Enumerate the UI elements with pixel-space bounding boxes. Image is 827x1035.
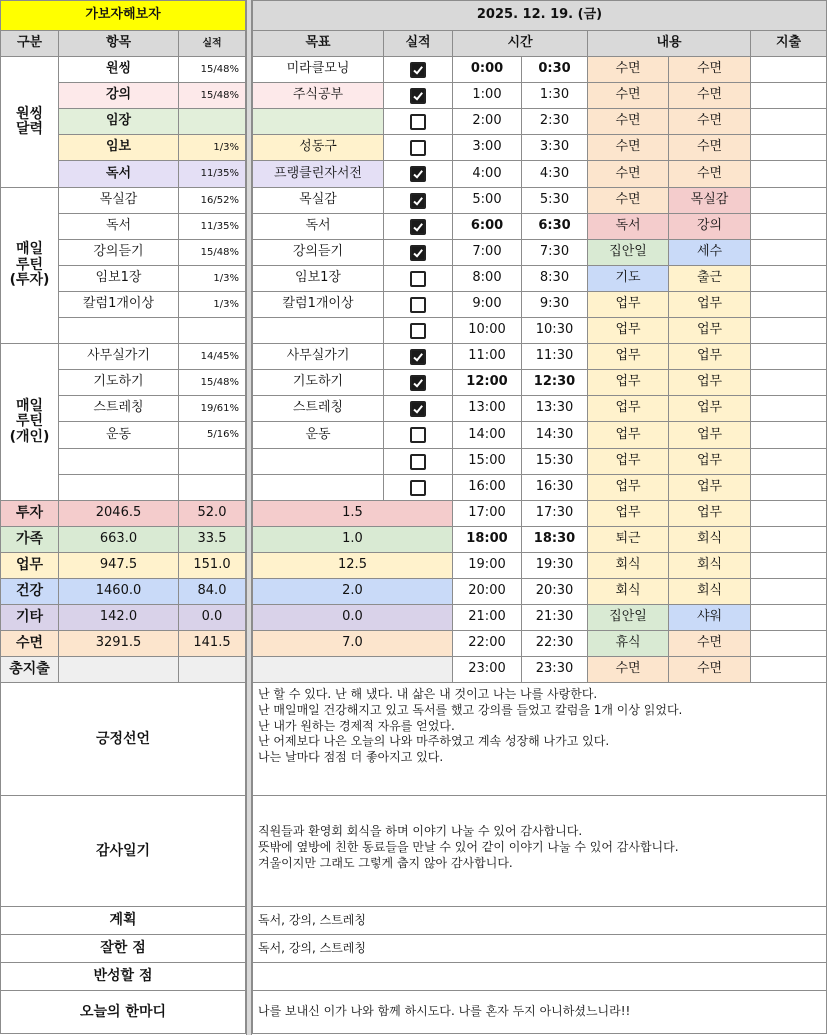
gratitude-text[interactable] [252,796,827,907]
schedule-content[interactable]: 업무 [588,396,669,422]
time-half-hour: 12:30 [522,370,588,396]
expense-cell[interactable] [751,501,827,527]
time-half-hour: 1:30 [522,83,588,109]
schedule-content[interactable]: 수면 [588,57,669,83]
time-half-hour: 10:30 [522,318,588,344]
gratitude-lines [258,824,679,871]
empty-checkbox-icon[interactable] [410,480,426,496]
time-half-hour: 21:30 [522,605,588,631]
sheet-title: 가보자해보자 [0,0,246,31]
goal-cell [252,109,384,135]
time-hour: 23:00 [453,657,522,683]
item-stat: 11/35% [179,161,246,188]
group-label: 원씽 달력 [0,57,59,188]
time-hour: 12:00 [453,370,522,396]
expense-cell[interactable] [751,631,827,657]
item-name: 임보 [59,135,179,161]
header-actual: 실적 [384,31,453,57]
schedule-content[interactable]: 수면 [588,83,669,109]
summary-today: 7.0 [252,631,453,657]
goal-checkbox-cell[interactable] [384,135,453,161]
time-half-hour: 19:30 [522,553,588,579]
time-hour: 16:00 [453,475,522,501]
time-half-hour: 6:30 [522,214,588,240]
schedule-content[interactable]: 집안일 [588,240,669,266]
schedule-content[interactable]: 업무 [588,449,669,475]
schedule-content[interactable]: 수면 [669,631,751,657]
schedule-content[interactable]: 회식 [588,579,669,605]
text-line: 직원들과 환영회 회식을 하며 이야기 나눌 수 있어 감사합니다. [258,824,583,838]
expense-cell[interactable] [751,344,827,370]
time-hour: 18:00 [453,527,522,553]
goal-checkbox-cell[interactable] [384,449,453,475]
schedule-content[interactable]: 출근 [669,266,751,292]
affirmation-lines [258,687,682,766]
schedule-content[interactable]: 업무 [669,475,751,501]
schedule-content[interactable]: 수면 [588,161,669,188]
text-line: 난 내가 원하는 경제적 자유를 얻었다. [258,718,455,733]
summary-label: 업무 [0,553,59,579]
item-name: 강의 [59,83,179,109]
empty-checkbox-icon[interactable] [410,297,426,313]
summary-month: 84.0 [179,579,246,605]
item-name: 임보1장 [59,266,179,292]
goal-cell: 칼럼1개이상 [252,292,384,318]
summary-month: 0.0 [179,605,246,631]
expense-cell[interactable] [751,135,827,161]
item-stat: 19/61% [179,396,246,422]
time-half-hour: 17:30 [522,501,588,527]
goal-cell: 프랭클린자서전 [252,161,384,188]
schedule-content[interactable]: 업무 [588,422,669,449]
schedule-content[interactable]: 업무 [669,422,751,449]
time-hour: 0:00 [453,57,522,83]
checked-checkbox-icon[interactable] [410,166,426,182]
schedule-content[interactable]: 업무 [669,396,751,422]
schedule-content[interactable]: 업무 [669,344,751,370]
header-content: 내용 [588,31,751,57]
plan-label: 계획 [0,907,246,935]
goal-checkbox-cell[interactable] [384,475,453,501]
time-half-hour: 8:30 [522,266,588,292]
item-name: 강의듣기 [59,240,179,266]
empty-checkbox-icon[interactable] [410,114,426,130]
schedule-content[interactable]: 세수 [669,240,751,266]
good-point-label: 잘한 점 [0,935,246,963]
time-half-hour: 14:30 [522,422,588,449]
reflection-label: 반성할 점 [0,963,246,991]
good-point-text[interactable]: 독서, 강의, 스트레칭 [252,935,827,963]
expense-cell[interactable] [751,657,827,683]
time-hour: 22:00 [453,631,522,657]
schedule-content[interactable]: 업무 [669,370,751,396]
item-stat: 5/16% [179,422,246,449]
schedule-content[interactable]: 수면 [669,109,751,135]
expense-cell[interactable] [751,188,827,214]
time-hour: 19:00 [453,553,522,579]
item-name: 운동 [59,422,179,449]
time-hour: 10:00 [453,318,522,344]
goal-checkbox-cell[interactable] [384,370,453,396]
goal-cell: 목실감 [252,188,384,214]
column-separator [246,0,252,1035]
expense-cell[interactable] [751,527,827,553]
text-line: 나는 날마다 점점 더 좋아지고 있다. [258,750,444,765]
expense-cell[interactable] [751,240,827,266]
schedule-content[interactable]: 강의 [669,214,751,240]
checked-checkbox-icon[interactable] [410,401,426,417]
schedule-content[interactable]: 수면 [669,83,751,109]
empty-checkbox-icon[interactable] [410,454,426,470]
expense-cell[interactable] [751,266,827,292]
text-line: 뜻밖에 옆방에 친한 동료들을 만날 수 있어 같이 이야기 나눌 수 있어 감사합니다. [258,839,679,854]
item-name [59,318,179,344]
item-name: 칼럼1개이상 [59,292,179,318]
summary-total [59,657,179,683]
time-hour: 20:00 [453,579,522,605]
goal-checkbox-cell[interactable] [384,214,453,240]
goal-checkbox-cell[interactable] [384,318,453,344]
empty-checkbox-icon[interactable] [410,427,426,443]
goal-checkbox-cell[interactable] [384,396,453,422]
goal-checkbox-cell[interactable] [384,240,453,266]
goal-cell: 독서 [252,214,384,240]
schedule-content[interactable]: 수면 [669,135,751,161]
header-expense: 지출 [751,31,827,57]
item-stat: 15/48% [179,370,246,396]
item-stat [179,109,246,135]
schedule-content[interactable]: 업무 [588,370,669,396]
schedule-content[interactable]: 수면 [669,657,751,683]
summary-label: 건강 [0,579,59,605]
time-hour: 15:00 [453,449,522,475]
affirmation-text[interactable] [252,683,827,796]
text-line: 겨울이지만 그래도 그렇게 춥지 않아 감사합니다. [258,855,513,870]
item-name: 스트레칭 [59,396,179,422]
item-name: 독서 [59,161,179,188]
checked-checkbox-icon[interactable] [410,375,426,391]
header-category: 구분 [0,31,59,57]
time-hour: 5:00 [453,188,522,214]
item-name: 사무실가기 [59,344,179,370]
expense-cell[interactable] [751,475,827,501]
schedule-content[interactable]: 휴식 [588,631,669,657]
schedule-content[interactable]: 업무 [588,501,669,527]
time-half-hour: 0:30 [522,57,588,83]
time-hour: 11:00 [453,344,522,370]
plan-text[interactable]: 독서, 강의, 스트레칭 [252,907,827,935]
schedule-content[interactable]: 업무 [588,475,669,501]
time-hour: 7:00 [453,240,522,266]
time-hour: 2:00 [453,109,522,135]
summary-total: 3291.5 [59,631,179,657]
item-name: 독서 [59,214,179,240]
time-hour: 4:00 [453,161,522,188]
goal-checkbox-cell[interactable] [384,109,453,135]
expense-cell[interactable] [751,553,827,579]
summary-total: 2046.5 [59,501,179,527]
schedule-content[interactable]: 수면 [588,109,669,135]
empty-checkbox-icon[interactable] [410,140,426,156]
checked-checkbox-icon[interactable] [410,62,426,78]
time-hour: 21:00 [453,605,522,631]
summary-today: 1.0 [252,527,453,553]
item-name [59,449,179,475]
text-line: 난 매일매일 건강해지고 있고 독서를 했고 강의를 들었고 칼럼을 1개 이상 읽었다. [258,702,683,717]
schedule-content[interactable]: 수면 [588,657,669,683]
expense-cell[interactable] [751,449,827,475]
goal-cell: 임보1장 [252,266,384,292]
time-hour: 1:00 [453,83,522,109]
checked-checkbox-icon[interactable] [410,88,426,104]
time-hour: 9:00 [453,292,522,318]
affirmation-label: 긍정선언 [0,683,246,796]
date-title: 2025. 12. 19. (금) [252,0,827,31]
item-stat [179,449,246,475]
summary-month: 151.0 [179,553,246,579]
item-stat: 15/48% [179,240,246,266]
empty-checkbox-icon[interactable] [410,323,426,339]
expense-cell[interactable] [751,57,827,83]
item-stat [179,318,246,344]
item-stat [179,475,246,501]
summary-label: 수면 [0,631,59,657]
schedule-content[interactable]: 업무 [669,501,751,527]
schedule-content[interactable]: 업무 [669,449,751,475]
reflection-text[interactable] [252,963,827,991]
goal-cell: 강의듣기 [252,240,384,266]
time-half-hour: 22:30 [522,631,588,657]
goal-checkbox-cell[interactable] [384,57,453,83]
empty-checkbox-icon[interactable] [410,271,426,287]
time-hour: 17:00 [453,501,522,527]
checked-checkbox-icon[interactable] [410,245,426,261]
schedule-content[interactable]: 퇴근 [588,527,669,553]
summary-month [179,657,246,683]
item-stat: 11/35% [179,214,246,240]
goal-checkbox-cell[interactable] [384,266,453,292]
header-time: 시간 [453,31,588,57]
daily-quote-label: 오늘의 한마디 [0,991,246,1034]
time-half-hour: 16:30 [522,475,588,501]
summary-label: 투자 [0,501,59,527]
time-half-hour: 20:30 [522,579,588,605]
item-stat: 15/48% [179,83,246,109]
summary-total: 663.0 [59,527,179,553]
expense-cell[interactable] [751,422,827,449]
summary-label: 기타 [0,605,59,631]
schedule-content[interactable]: 샤워 [669,605,751,631]
schedule-content[interactable]: 업무 [669,292,751,318]
item-name [59,475,179,501]
time-hour: 14:00 [453,422,522,449]
group-label: 매일 루틴 (투자) [0,188,59,344]
expense-cell[interactable] [751,83,827,109]
goal-cell: 성동구 [252,135,384,161]
schedule-content[interactable]: 업무 [588,292,669,318]
time-hour: 3:00 [453,135,522,161]
goal-checkbox-cell[interactable] [384,422,453,449]
time-hour: 6:00 [453,214,522,240]
expense-cell[interactable] [751,396,827,422]
schedule-content[interactable]: 수면 [669,57,751,83]
time-half-hour: 11:30 [522,344,588,370]
schedule-content[interactable]: 독서 [588,214,669,240]
goal-checkbox-cell[interactable] [384,161,453,188]
goal-cell: 미라클모닝 [252,57,384,83]
schedule-content[interactable]: 업무 [588,318,669,344]
goal-cell [252,449,384,475]
time-hour: 13:00 [453,396,522,422]
goal-cell: 기도하기 [252,370,384,396]
summary-label: 가족 [0,527,59,553]
time-hour: 8:00 [453,266,522,292]
schedule-content[interactable]: 집안일 [588,605,669,631]
text-line: 난 어제보다 나은 오늘의 나와 마주하였고 계속 성장해 나가고 있다. [258,734,610,749]
schedule-content[interactable]: 업무 [588,344,669,370]
group-label: 매일 루틴 (개인) [0,344,59,501]
summary-month: 33.5 [179,527,246,553]
expense-cell[interactable] [751,605,827,631]
summary-total: 947.5 [59,553,179,579]
summary-month: 141.5 [179,631,246,657]
goal-checkbox-cell[interactable] [384,292,453,318]
time-half-hour: 2:30 [522,109,588,135]
schedule-content[interactable]: 회식 [669,553,751,579]
summary-total: 1460.0 [59,579,179,605]
item-name: 임장 [59,109,179,135]
header-goal: 목표 [252,31,384,57]
time-half-hour: 4:30 [522,161,588,188]
expense-cell[interactable] [751,109,827,135]
item-stat: 14/45% [179,344,246,370]
goal-cell: 사무실가기 [252,344,384,370]
summary-label: 총지출 [0,657,59,683]
time-half-hour: 7:30 [522,240,588,266]
item-stat: 15/48% [179,57,246,83]
expense-cell[interactable] [751,370,827,396]
checked-checkbox-icon[interactable] [410,219,426,235]
summary-today: 0.0 [252,605,453,631]
schedule-content[interactable]: 회식 [588,553,669,579]
item-name: 기도하기 [59,370,179,396]
item-name: 원씽 [59,57,179,83]
time-half-hour: 15:30 [522,449,588,475]
goal-checkbox-cell[interactable] [384,188,453,214]
goal-checkbox-cell[interactable] [384,83,453,109]
expense-cell[interactable] [751,161,827,188]
summary-total: 142.0 [59,605,179,631]
time-half-hour: 23:30 [522,657,588,683]
goal-cell: 스트레칭 [252,396,384,422]
item-stat: 1/3% [179,266,246,292]
checked-checkbox-icon[interactable] [410,193,426,209]
summary-today: 12.5 [252,553,453,579]
time-half-hour: 5:30 [522,188,588,214]
goal-cell: 주식공부 [252,83,384,109]
item-stat: 1/3% [179,135,246,161]
goal-cell: 운동 [252,422,384,449]
goal-cell [252,318,384,344]
summary-today: 1.5 [252,501,453,527]
item-stat: 16/52% [179,188,246,214]
summary-month: 52.0 [179,501,246,527]
schedule-content[interactable]: 수면 [669,161,751,188]
gratitude-label: 감사일기 [0,796,246,907]
item-stat: 1/3% [179,292,246,318]
summary-today: 2.0 [252,579,453,605]
time-half-hour: 9:30 [522,292,588,318]
goal-checkbox-cell[interactable] [384,344,453,370]
time-half-hour: 18:30 [522,527,588,553]
schedule-content[interactable]: 업무 [669,318,751,344]
schedule-content[interactable]: 회식 [669,579,751,605]
time-half-hour: 13:30 [522,396,588,422]
goal-cell [252,475,384,501]
expense-cell[interactable] [751,292,827,318]
item-name: 목실감 [59,188,179,214]
expense-cell[interactable] [751,579,827,605]
schedule-content[interactable]: 목실감 [669,188,751,214]
checked-checkbox-icon[interactable] [410,349,426,365]
schedule-content[interactable]: 기도 [588,266,669,292]
daily-quote-text[interactable]: 나를 보내신 이가 나와 함께 하시도다. 나를 혼자 두지 아니하셨느니라!! [252,991,827,1034]
header-actual-small: 실적 [179,31,246,57]
summary-today [252,657,453,683]
schedule-content[interactable]: 수면 [588,188,669,214]
expense-cell[interactable] [751,318,827,344]
time-half-hour: 3:30 [522,135,588,161]
schedule-content[interactable]: 수면 [588,135,669,161]
text-line: 난 할 수 있다. 난 해 냈다. 내 삶은 내 것이고 나는 나를 사랑한다. [258,687,598,701]
schedule-content[interactable]: 회식 [669,527,751,553]
expense-cell[interactable] [751,214,827,240]
header-item: 항목 [59,31,179,57]
